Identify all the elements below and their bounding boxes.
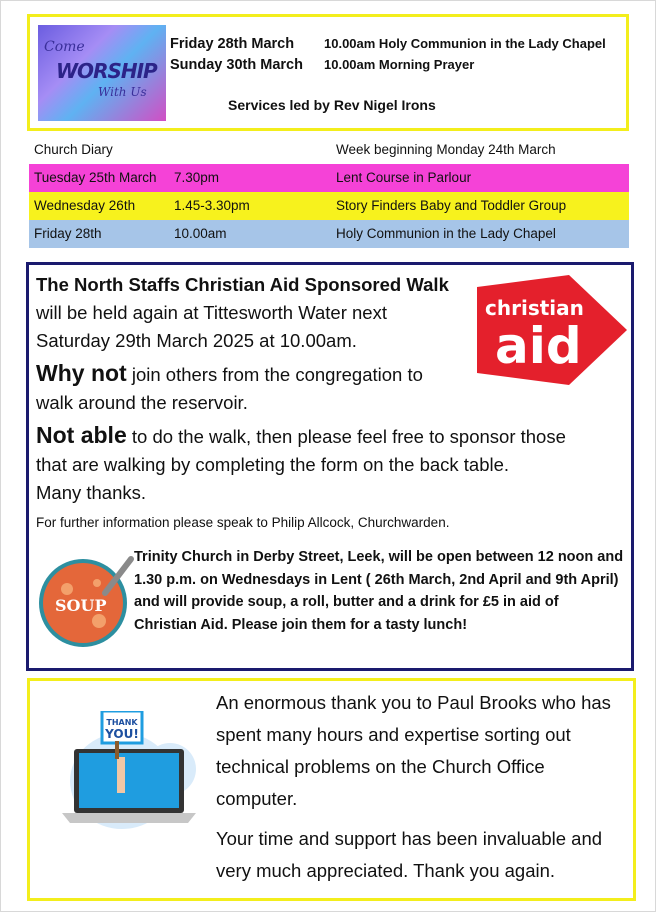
thank-you-message: [216, 687, 626, 895]
christian-aid-box: [26, 262, 634, 671]
thank-you-laptop-illustration: [60, 711, 202, 841]
thank-you-paragraph-2: Your time and support has been invaluable and very much appreciated. Thank you again.: [216, 828, 603, 881]
soup-lunch-text-end: Christian Aid. Please join them for a tasty lunch!: [134, 616, 468, 633]
diary-week: Week beginning Monday 24th March: [336, 142, 556, 157]
diary-event: Holy Communion in the Lady Chapel: [336, 226, 556, 241]
logo-word-christian: christian: [485, 296, 584, 320]
logo-word-aid: aid: [495, 317, 582, 375]
not-able-line2: that are walking by completing the form on the back table.: [36, 454, 510, 475]
diary-row: [29, 220, 629, 248]
service-row: [170, 56, 474, 74]
diary-day: Friday 28th: [34, 226, 102, 241]
why-not-line2: walk around the reservoir.: [36, 392, 248, 413]
walk-heading: The North Staffs Christian Aid Sponsored Walk: [36, 274, 449, 295]
diary-day: Wednesday 26th: [34, 198, 136, 213]
diary-title: Church Diary: [34, 142, 113, 157]
diary-row: [29, 164, 629, 192]
thank-you-box: [27, 678, 636, 901]
church-diary: [29, 138, 629, 248]
diary-row: [29, 192, 629, 220]
thank-you-paragraph: An enormous thank you to Paul Brooks who has spent many hours and expertise sorting out technical problems on the Church Office computer.: [216, 692, 611, 809]
logo-word-with-us: With Us: [98, 85, 147, 99]
many-thanks: Many thanks.: [36, 482, 147, 503]
not-able-lead: Not able: [36, 422, 127, 448]
logo-word-come: Come: [44, 39, 85, 55]
service-day: Friday 28th March: [170, 36, 295, 52]
christian-aid-logo: [477, 275, 627, 385]
service-detail: 10.00am Morning Prayer: [324, 57, 475, 72]
diary-time: 1.45-3.30pm: [174, 198, 250, 213]
diary-event: Story Finders Baby and Toddler Group: [336, 198, 567, 213]
logo-word-worship: WORSHIP: [56, 59, 157, 83]
further-info: For further information please speak to Philip Allcock, Churchwarden.: [36, 515, 450, 530]
walk-line: will be held again at Tittesworth Water next: [36, 302, 387, 323]
diary-event: Lent Course in Parlour: [336, 170, 472, 185]
service-leader: Services led by Rev Nigel Irons: [228, 97, 436, 113]
diary-header: [29, 138, 629, 164]
diary-day: Tuesday 25th March: [34, 170, 157, 185]
service-detail: 10.00am Holy Communion in the Lady Chapel: [324, 36, 606, 51]
diary-time: 10.00am: [174, 226, 227, 241]
why-not-lead: Why not: [36, 360, 127, 386]
sign-text-line1: THANK: [106, 718, 138, 727]
soup-lunch-text: Trinity Church in Derby Street, Leek, will be open between 12 noon and 1.30 p.m. on Wednesdays in Lent ( 26th March, 2nd April and 9th April) and will provide soup, a roll, butter and a drink for £5 in aid of: [134, 549, 624, 610]
soup-bowl-icon: [37, 549, 135, 649]
sign-text-line2: YOU!: [105, 727, 139, 741]
soup-icon-text: SOUP: [55, 596, 107, 615]
not-able-text: to do the walk, then please feel free to sponsor those: [126, 426, 566, 447]
come-worship-logo: [38, 25, 166, 121]
worship-box: [27, 14, 629, 131]
soup-lunch-notice: [134, 546, 629, 636]
service-day: Sunday 30th March: [170, 57, 303, 73]
walk-date: Saturday 29th March 2025 at 10.00am.: [36, 330, 357, 351]
why-not-text: join others from the congregation to: [126, 364, 423, 385]
diary-time: 7.30pm: [174, 170, 220, 185]
service-row: [170, 35, 606, 53]
